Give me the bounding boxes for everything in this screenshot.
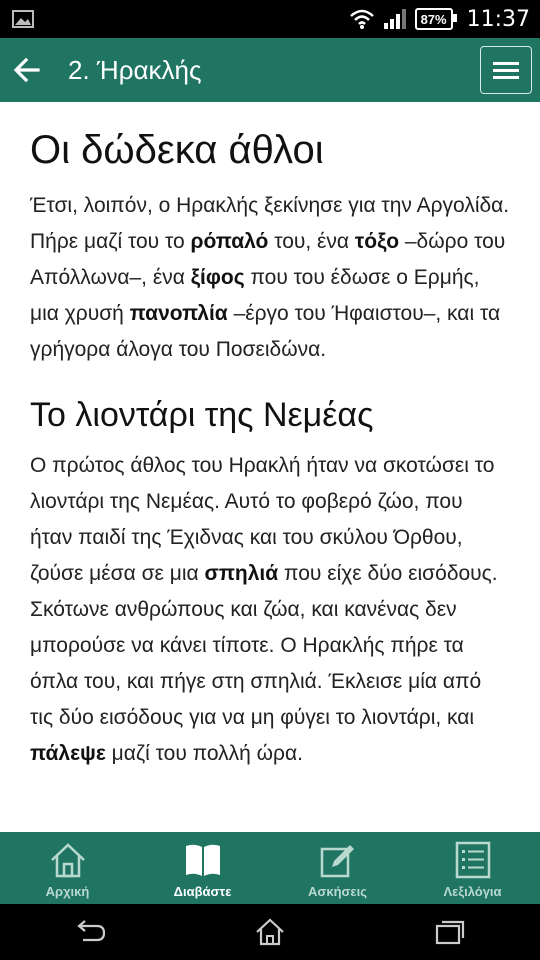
bottom-navigation [0,832,540,904]
bold-term: ρόπαλό [190,230,269,253]
bold-term: τόξο [354,230,400,253]
battery-level: 87% [420,11,447,27]
page-title: 2. Ήρακλής [68,55,202,85]
gallery-notification-icon [12,10,34,28]
signal-icon [383,8,407,30]
edit-icon [318,840,358,880]
system-home-button[interactable] [240,912,300,952]
book-icon [183,840,223,880]
battery-indicator [415,8,453,30]
text-run: –έργο του Ήφαιστου–, και τα γρήγορα άλογα του Ποσειδώνα. [30,302,501,361]
text-run: του, ένα [268,230,355,253]
bold-term: πάλεψε [30,742,106,765]
bold-term: σπηλιά [204,562,279,585]
paragraph-1 [30,188,510,368]
text-run: Ο πρώτος άθλος του Ηρακλή ήταν να σκοτώσει το λιοντάρι της Νεμέας. Αυτό το φοβερό ζώο, που ήταν παιδί της Έχιδνας και του σκύλου Όρθου, ζούσε μέσα σε μια [30,454,495,585]
home-outline-icon [255,918,285,946]
nav-label-home: Αρχική [45,884,90,899]
text-run: που του έδωσε ο Ερμής, μια χρυσή [30,266,480,325]
text-run: μαζί του πολλή ώρα. [105,742,303,765]
paragraph-2 [30,448,510,772]
system-recents-button[interactable] [420,912,480,952]
article-heading: Οι δώδεκα άθλοι [30,128,324,172]
clock: 11:37 [466,6,530,32]
text-run: –δώρο του Απόλλωνα–, ένα [30,230,506,289]
app-bar [0,38,540,102]
text-run: που είχε δύο εισόδους. Σκότωνε ανθρώπους και ζώα, και κανένας δεν μπορούσε να κάνει τίποτε. Ο Ηρακλής πήρε τα όπλα του, και πήγε στη σπηλιά. Έκλεισε μία από τις δύο εισόδους για να μη φύγει το λιοντάρι, και [30,562,498,729]
back-icon [73,920,107,944]
list-icon [453,840,493,880]
recents-icon [435,919,465,945]
nav-item-vocabulary[interactable] [405,832,540,904]
back-button[interactable] [8,50,48,90]
system-back-button[interactable] [60,912,120,952]
hamburger-menu-icon [493,60,519,80]
text-run: Έτσι, λοιπόν, ο Ηρακλής ξεκίνησε για την Αργολίδα. Πήρε μαζί του το [30,194,510,253]
article-content[interactable] [0,102,540,832]
nav-item-read[interactable] [135,832,270,904]
nav-label-vocabulary: Λεξιλόγια [443,884,502,899]
system-navigation-bar [0,904,540,960]
arrow-left-icon [8,50,48,90]
status-bar [0,0,540,38]
nav-item-home[interactable] [0,832,135,904]
menu-button[interactable] [480,46,532,94]
section-heading: Το λιοντάρι της Νεμέας [30,396,374,434]
nav-label-exercises: Ασκήσεις [308,884,367,899]
nav-item-exercises[interactable] [270,832,405,904]
nav-label-read: Διαβάστε [173,884,232,899]
bold-term: ξίφος [190,266,245,289]
bold-term: πανοπλία [129,302,228,325]
home-icon [48,840,88,880]
wifi-icon [349,8,375,30]
